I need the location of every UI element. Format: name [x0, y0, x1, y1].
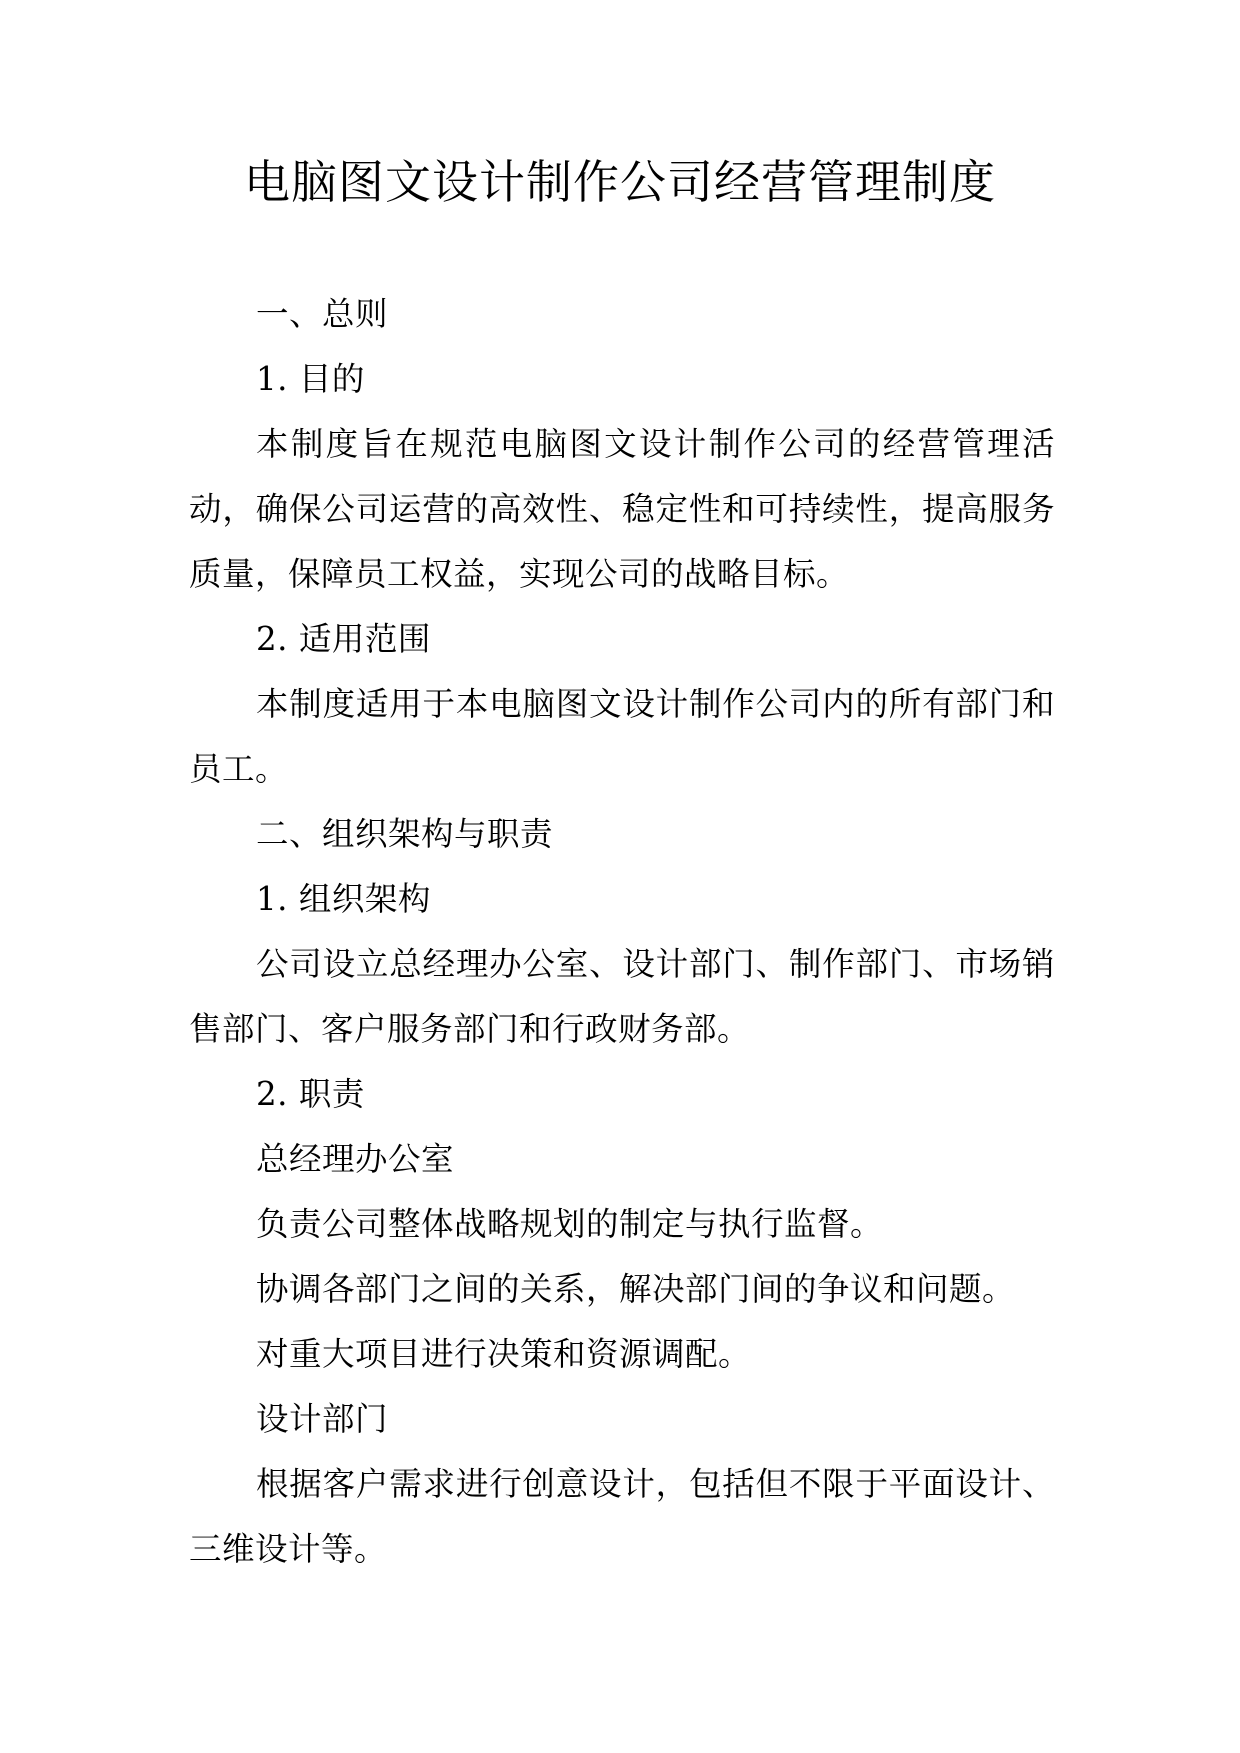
subheading-duties: 2. 职责: [256, 1075, 365, 1113]
document-body: [189, 282, 1055, 1582]
subheading-purpose: 1. 目的: [256, 360, 365, 398]
paragraph-gm-duty-1: 负责公司整体战略规划的制定与执行监督。: [256, 1205, 884, 1243]
paragraph-scope: 本制度适用于本电脑图文设计制作公司内的所有部门和员工。: [189, 685, 1055, 788]
paragraph-purpose: 本制度旨在规范电脑图文设计制作公司的经营管理活动，确保公司运营的高效性、稳定性和可持续性，提高服务质量，保障员工权益，实现公司的战略目标。: [189, 425, 1055, 593]
subheading-scope: 2. 适用范围: [256, 620, 431, 658]
document-title: 电脑图文设计制作公司经营管理制度: [244, 155, 996, 209]
paragraph-gm-duty-3: 对重大项目进行决策和资源调配。: [256, 1335, 752, 1373]
subheading-structure: 1. 组织架构: [256, 880, 431, 918]
paragraph-design-duty-1: 根据客户需求进行创意设计，包括但不限于平面设计、三维设计等。: [189, 1465, 1055, 1568]
section-heading-organization: 二、组织架构与职责: [256, 815, 554, 853]
paragraph-structure: 公司设立总经理办公室、设计部门、制作部门、市场销售部门、客户服务部门和行政财务部。: [189, 945, 1055, 1048]
paragraph-gm-duty-2: 协调各部门之间的关系，解决部门间的争议和问题。: [256, 1270, 1016, 1308]
subheading-gm-office: 总经理办公室: [256, 1140, 455, 1178]
subheading-design-dept: 设计部门: [256, 1400, 389, 1438]
section-heading-general: 一、总则: [256, 295, 389, 333]
